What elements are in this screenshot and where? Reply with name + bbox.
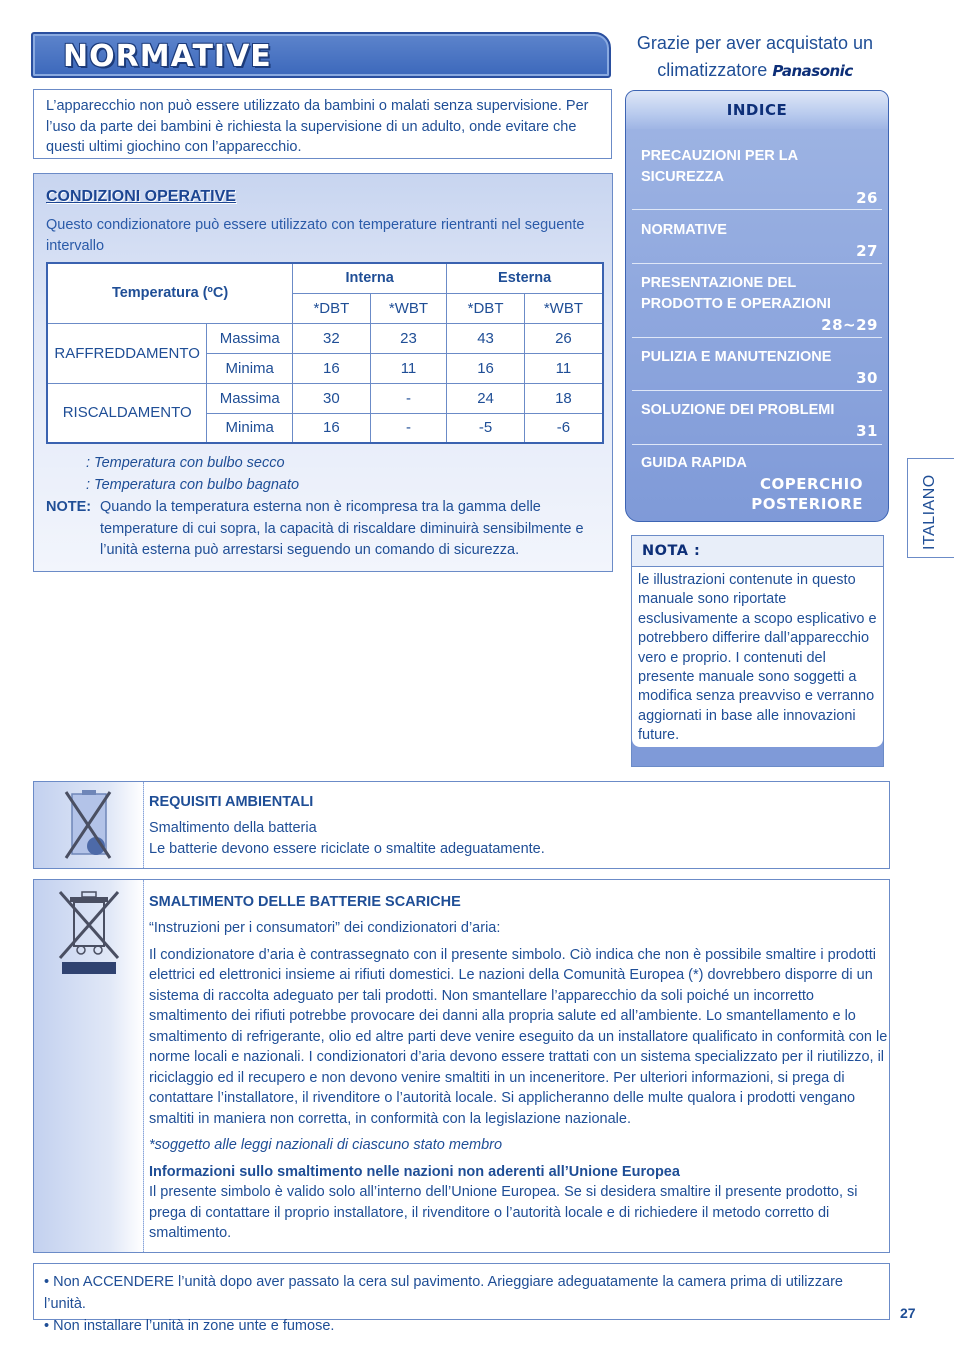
cooling-label: RAFFREDDAMENTO — [47, 323, 207, 383]
note-label: NOTE: — [46, 499, 92, 515]
table-cell: - — [370, 383, 447, 413]
max-label: Massima — [207, 323, 293, 353]
note-text: Quando la temperatura esterna non è ricompresa tra la gamma delle temperature di cui sopra, la capacità di riscaldare diminuirà sensibilmente e l’unità esterna può arrestarsi seguendo un comando di sicurezza. — [100, 499, 584, 558]
index-item-label: PRECAUZIONI PER LA SICUREZZA — [641, 148, 798, 185]
table-cell: 32 — [293, 323, 371, 353]
max-label: Massima — [207, 383, 293, 413]
nota-text: le illustrazioni contenute in questo manuale sono riportate esclusivamente a scopo esplicativo e potrebbero differire dall’apparecchio vero e proprio. I contenuti del presente manuale sono soggetti a modifica senza preavviso e verranno aggiornati in base alle innovazioni future. — [632, 567, 883, 747]
index-item-page: 28~29 — [821, 316, 878, 334]
temperature-table — [46, 262, 604, 444]
index-divider — [632, 444, 882, 445]
index-divider — [632, 337, 882, 338]
safety-bullets — [33, 1263, 890, 1334]
thanks-message — [620, 30, 890, 85]
index-item-label: GUIDA RAPIDA — [641, 455, 747, 471]
index-divider — [632, 263, 882, 264]
index-item-troubleshooting[interactable] — [641, 400, 881, 442]
note — [46, 497, 606, 562]
nota-title: NOTA : — [642, 543, 701, 559]
weee-disposal-box — [33, 879, 890, 1253]
index-item-page: 27 — [856, 242, 878, 260]
table-cell: 16 — [447, 353, 525, 383]
index-header — [626, 91, 888, 129]
table-cell: - — [370, 413, 447, 443]
nota-header — [632, 536, 883, 567]
index-item-label: PRESENTAZIONE DEL PRODOTTO E OPERAZIONI — [641, 275, 831, 312]
page-number: 27 — [900, 1305, 916, 1321]
language-label: ITALIANO — [921, 474, 938, 550]
table-cell: 16 — [293, 413, 371, 443]
table-row — [47, 383, 603, 413]
page-title: NORMATIVE — [63, 39, 272, 74]
table-legend — [46, 452, 606, 562]
table-cell: 23 — [370, 323, 447, 353]
bullet-item: • Non installare l’unità in zone unte e fumose. — [44, 1318, 335, 1334]
index-item-safety[interactable] — [641, 146, 881, 209]
index-item-page: 30 — [856, 369, 878, 387]
table-header-row — [47, 263, 603, 293]
index-item-normative[interactable] — [641, 220, 881, 262]
bullet-item: • Non ACCENDERE l’unità dopo aver passato la cera sul pavimento. Arieggiare adeguatamente la camera prima di utilizzare l’unità. — [44, 1274, 843, 1312]
table-cell: 18 — [524, 383, 603, 413]
env-text — [149, 894, 889, 1244]
table-cell: 16 — [293, 353, 371, 383]
brand-logo: Panasonic — [772, 62, 853, 80]
env-line-2: Le batterie devono essere riciclate o smaltite adeguatamente. — [149, 840, 545, 857]
min-label: Minima — [207, 353, 293, 383]
thanks-line-1: Grazie per aver acquistato un — [636, 33, 874, 53]
index-item-quick-guide[interactable] — [641, 453, 881, 514]
legend-dbt: : Temperatura con bulbo secco — [86, 455, 285, 471]
battery-bin-crossed-icon — [34, 782, 144, 868]
consumer-instructions: “Instruzioni per i consumatori” dei condizionatori d’aria: — [149, 920, 501, 936]
operating-conditions-title: CONDIZIONI OPERATIVE — [46, 188, 236, 205]
env-title: SMALTIMENTO DELLE BATTERIE SCARICHE — [149, 894, 461, 910]
internal-header: Interna — [293, 263, 447, 293]
internal-dbt-header: *DBT — [293, 293, 371, 323]
heating-label: RISCALDAMENTO — [47, 383, 207, 443]
icon-column — [34, 782, 144, 868]
table-cell: 11 — [370, 353, 447, 383]
index-item-product[interactable] — [641, 273, 881, 336]
thanks-line-2 — [620, 57, 890, 85]
external-header: Esterna — [447, 263, 603, 293]
battery-disposal-box — [33, 781, 890, 869]
table-cell: 24 — [447, 383, 525, 413]
env-line-1: Smaltimento della batteria — [149, 820, 317, 836]
table-cell: -6 — [524, 413, 603, 443]
member-state-note: *soggetto alle leggi nazionali di ciascuno stato membro — [149, 1137, 503, 1153]
index-item-page: 26 — [856, 189, 878, 207]
legend-wbt: : Temperatura con bulbo bagnato — [86, 477, 300, 493]
table-cell: 11 — [524, 353, 603, 383]
index-title: INDICE — [726, 101, 788, 119]
temperature-header: Temperatura (ºC) — [47, 263, 293, 323]
index-item-page: COPERCHIO POSTERIORE — [751, 475, 863, 513]
thanks-line-2-text: climatizzatore — [657, 60, 768, 80]
index-divider — [632, 209, 882, 210]
table-cell: 43 — [447, 323, 525, 353]
nota-box — [631, 535, 884, 767]
min-label: Minima — [207, 413, 293, 443]
non-eu-text: Il presente simbolo è valido solo all’interno dell’Unione Europea. Se si desidera smaltire il presente prodotto, si prega di contattare il proprio installatore, il rivenditore o l’autorità locale e di richiedere il metodo corretto di smaltimento. — [149, 1184, 858, 1241]
index-item-label: PULIZIA E MANUTENZIONE — [641, 349, 832, 365]
language-tab — [907, 458, 954, 558]
index-item-label: SOLUZIONE DEI PROBLEMI — [641, 402, 835, 418]
weee-bin-crossed-icon — [34, 880, 144, 980]
index-item-page: 31 — [856, 422, 878, 440]
page-title-banner — [31, 32, 611, 78]
table-cell: -5 — [447, 413, 525, 443]
child-warning: L’apparecchio non può essere utilizzato da bambini o malati senza supervisione. Per l’uso da parte dei bambini è richiesta la supervisione di un adulto, onde evitare che questi ultimi giochino con l’apparecchio. — [33, 89, 612, 159]
operating-conditions-intro: Questo condizionatore può essere utilizzato con temperature rientranti nel seguente intervallo — [46, 217, 585, 254]
table-row — [47, 323, 603, 353]
index-item-maintenance[interactable] — [641, 347, 881, 389]
table-cell: 26 — [524, 323, 603, 353]
index-panel — [625, 90, 889, 522]
external-dbt-header: *DBT — [447, 293, 525, 323]
env-title: REQUISITI AMBIENTALI — [149, 794, 314, 810]
env-text — [149, 794, 889, 859]
operating-conditions-section — [33, 173, 613, 572]
index-item-label: NORMATIVE — [641, 222, 727, 238]
external-wbt-header: *WBT — [524, 293, 603, 323]
internal-wbt-header: *WBT — [370, 293, 447, 323]
index-divider — [632, 390, 882, 391]
icon-column — [34, 880, 144, 1252]
weee-explanation: Il condizionatore d’aria è contrassegnato con il presente simbolo. Ciò indica che non è possibile smaltire i prodotti elettrici ed elettronici insieme ai rifiuti domestici. Le nazioni della Comunità Europea (*) dovrebbero disporre di un sistema di raccolta adeguato per tali prodotti. Non smantellare l’apparecchio da soli poiché un incorretto smaltimento dei rifiuti potrebbe provocare dei danni alla propria salute ed all’ambiente. Lo smantellamento e lo smaltimento di refrigerante, olio ed altre parti deve venire eseguito da un installatore qualificato in conformità con le norme locali e nazionali. I condizionatori d’aria devono essere trattati con un sistema specializzato per il riutilizzo, il riciclaggio ed il recupero e non devono venire smaltiti in un inceneritore. Per ulteriori informazioni, si prega di contattare l’installatore, il rivenditore o l’autorità locale. Si applicheranno delle multe qualora i prodotti vengano smaltiti in maniera non corretta, in conformità con la legislazione nazionale. — [149, 946, 888, 1127]
table-cell: 30 — [293, 383, 371, 413]
non-eu-subtitle: Informazioni sullo smaltimento nelle nazioni non aderenti all’Unione Europea — [149, 1163, 680, 1180]
